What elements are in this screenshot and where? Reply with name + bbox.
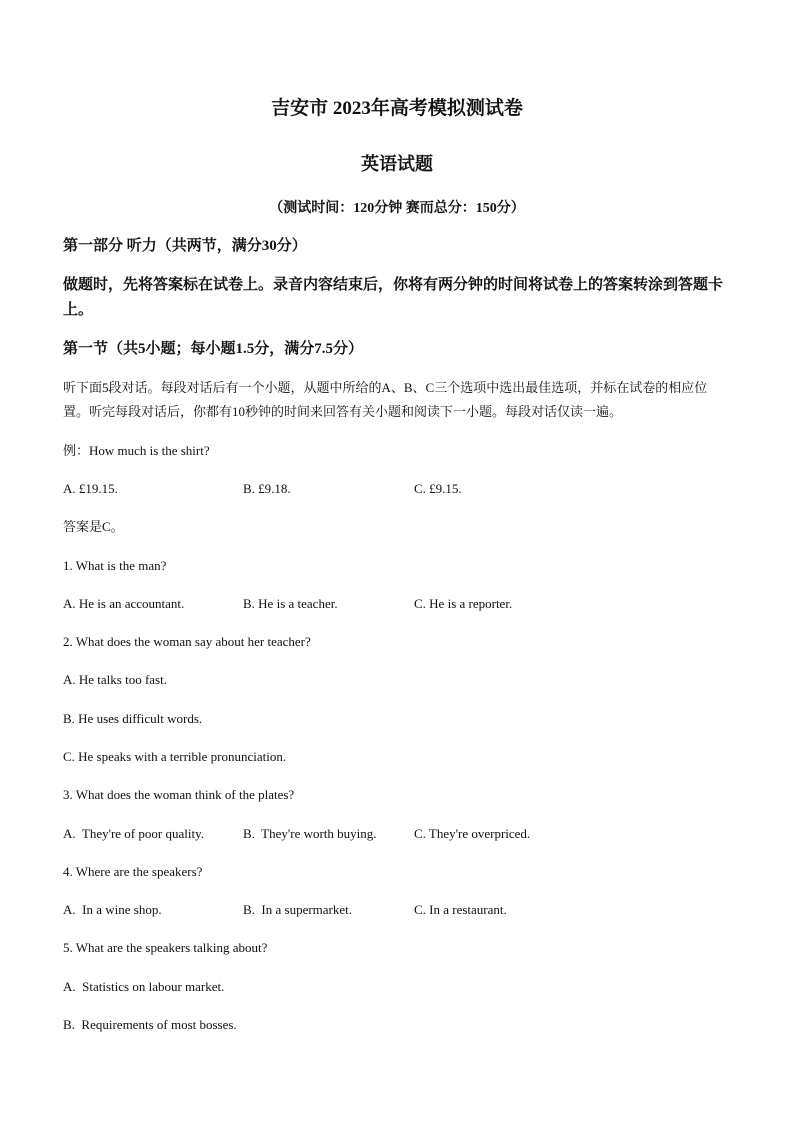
example-option-c: C. £9.15.: [414, 481, 462, 496]
question-5-option-a: A. Statistics on labour market.: [63, 979, 225, 994]
question-2-option-a: A. He talks too fast.: [63, 672, 167, 687]
question-4-stem: 4. Where are the speakers?: [63, 864, 203, 879]
part1-instruction: 做题时，先将答案标在试卷上。录音内容结束后，你将有两分钟的时间将试卷上的答案转涂到答题卡上。: [63, 277, 724, 318]
question-3-option-a: A. They're of poor quality.: [63, 826, 204, 841]
question-4-option-c: C. In a restaurant.: [414, 902, 507, 917]
question-5-option-b: B. Requirements of most bosses.: [63, 1017, 237, 1032]
question-1-option-c: C. He is a reporter.: [414, 596, 513, 611]
question-2-option-c: C. He speaks with a terrible pronunciation.: [63, 749, 287, 764]
exam-subject: 英语试题: [361, 154, 433, 174]
question-4-option-a: A. In a wine shop.: [63, 902, 162, 917]
question-1-option-b: B. He is a teacher.: [243, 596, 338, 611]
question-4-option-b: B. In a supermarket.: [243, 902, 353, 917]
question-1-option-a: A. He is an accountant.: [63, 596, 185, 611]
example-question: 例：How much is the shirt?: [63, 443, 210, 458]
example-answer: 答案是C。: [63, 519, 124, 534]
question-3-option-c: C. They're overpriced.: [414, 826, 531, 841]
section1-directions: 听下面5段对话。每段对话后有一个小题，从题中所给的A、B、C三个选项中选出最佳选项，并标在试卷的相应位置。听完每段对话后，你都有10秒钟的时间来回答有关小题和阅读下一小题。每段对话仅读一遍。: [63, 380, 708, 419]
exam-title: 吉安市 2023年高考模拟测试卷: [271, 98, 523, 119]
example-option-b: B. £9.18.: [243, 481, 291, 496]
question-3-option-b: B. They're worth buying.: [243, 826, 377, 841]
part1-heading: 第一部分 听力（共两节，满分30分）: [63, 238, 307, 254]
question-2-option-b: B. He uses difficult words.: [63, 711, 203, 726]
question-2-stem: 2. What does the woman say about her teacher?: [63, 634, 311, 649]
question-5-stem: 5. What are the speakers talking about?: [63, 940, 268, 955]
question-3-stem: 3. What does the woman think of the plates?: [63, 787, 295, 802]
section1-heading: 第一节（共5小题；每小题1.5分，满分7.5分）: [63, 341, 364, 357]
question-1-stem: 1. What is the man?: [63, 558, 167, 573]
exam-info: （测试时间：120分钟 赛而总分：150分）: [269, 201, 525, 216]
example-option-a: A. £19.15.: [63, 481, 118, 496]
